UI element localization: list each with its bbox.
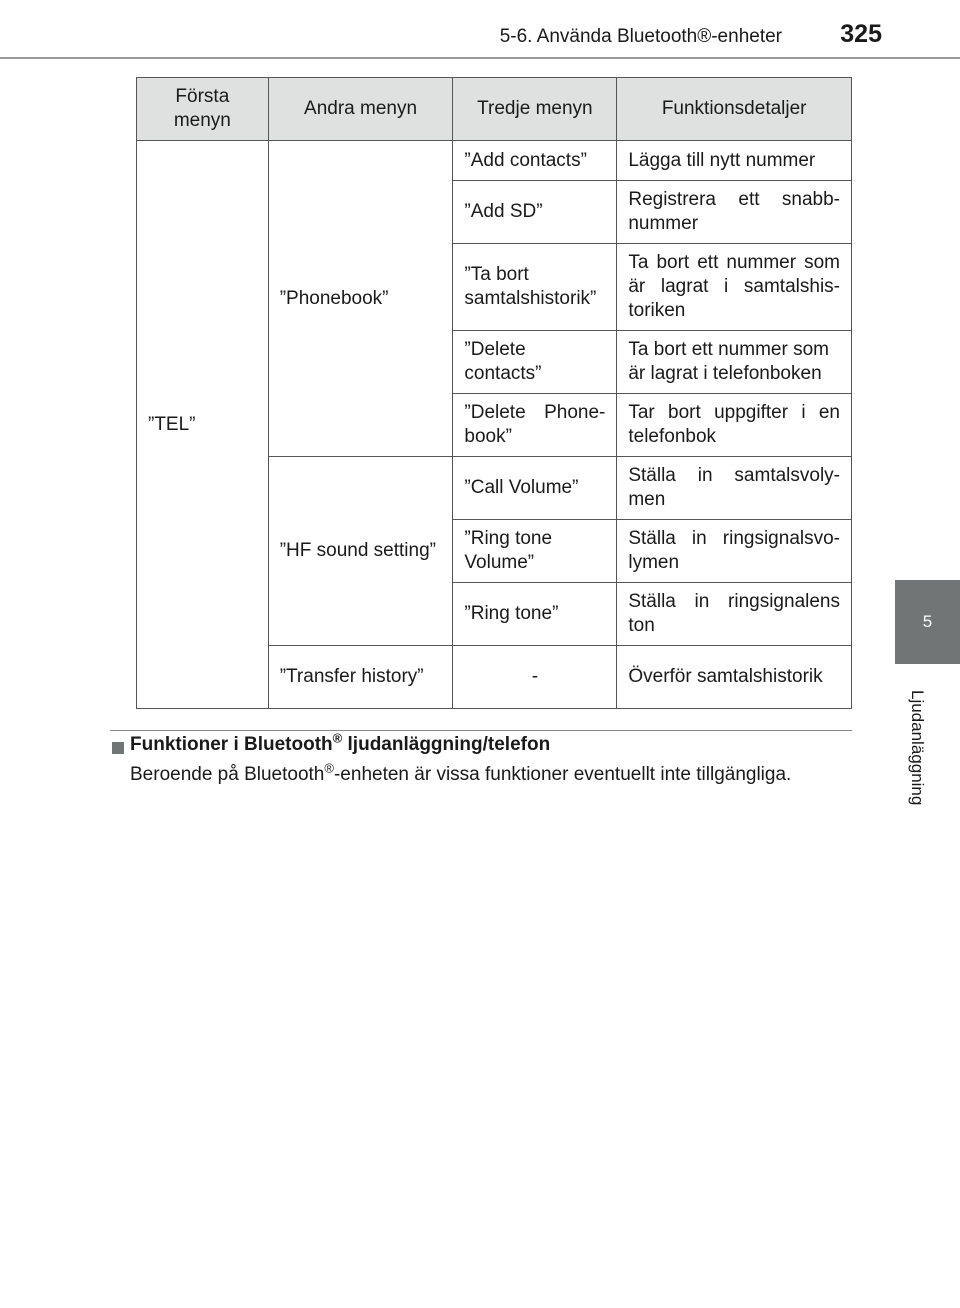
heading-text: Funktioner i Bluetooth: [130, 734, 333, 755]
third-menu-cell: ”Delete Phone- book”: [453, 394, 617, 457]
header-first-menu: Första menyn: [137, 78, 269, 141]
second-menu-cell: ”Phonebook”: [268, 141, 453, 457]
chapter-tab: [895, 580, 960, 664]
detail-cell: Ta bort ett nummer som är lagrat i telefonboken: [617, 331, 852, 394]
header-rule: [0, 57, 960, 59]
body-text-end: -enheten är vissa funktioner eventuellt inte tillgängliga.: [333, 764, 792, 785]
first-menu-cell: ”TEL”: [137, 141, 269, 709]
table-header-row: [137, 78, 852, 141]
heading-text-end: ljudanläggning/telefon: [342, 734, 551, 755]
section-divider: [110, 730, 852, 731]
chapter-label-text: Ljudanläggning: [907, 690, 927, 806]
section-heading: [130, 730, 551, 756]
chapter-label: [889, 690, 944, 890]
third-menu-cell: ”Add contacts”: [453, 141, 617, 181]
detail-cell: Tar bort uppgifter i en telefonbok: [617, 394, 852, 457]
third-menu-cell: ”Ring tone”: [453, 583, 617, 646]
registered-mark: ®: [324, 760, 334, 776]
detail-cell: Överför samtalshistorik: [617, 646, 852, 709]
page-number: 325: [840, 20, 882, 48]
third-menu-cell: ”Delete contacts”: [453, 331, 617, 394]
header-third-menu: Tredje menyn: [453, 78, 617, 141]
section-title: 5-6. Använda Bluetooth®-enheter: [499, 26, 782, 47]
menu-table: [136, 77, 852, 709]
body-text: Beroende på Bluetooth: [130, 764, 325, 785]
third-menu-cell: -: [453, 646, 617, 709]
section-body: [130, 760, 792, 786]
third-menu-cell: ”Add SD”: [453, 181, 617, 244]
second-menu-cell: ”Transfer history”: [268, 646, 453, 709]
detail-cell: Registrera ett snabb- nummer: [617, 181, 852, 244]
square-bullet-icon: [112, 742, 124, 754]
header-second-menu: Andra menyn: [268, 78, 453, 141]
registered-mark: ®: [332, 730, 343, 746]
chapter-number: 5: [922, 612, 933, 631]
header-function-details: Funktionsdetaljer: [617, 78, 852, 141]
detail-cell: Lägga till nytt nummer: [617, 141, 852, 181]
detail-cell: Ställa in samtalsvoly- men: [617, 457, 852, 520]
third-menu-cell: ”Call Volume”: [453, 457, 617, 520]
third-menu-cell: ”Ta bort samtalshistorik”: [453, 244, 617, 331]
second-menu-cell: ”HF sound setting”: [268, 457, 453, 646]
table-row: [137, 141, 852, 181]
detail-cell: Ställa in ringsignalens ton: [617, 583, 852, 646]
third-menu-cell: ”Ring tone Volume”: [453, 520, 617, 583]
detail-cell: Ställa in ringsignalsvo- lymen: [617, 520, 852, 583]
detail-cell: Ta bort ett nummer som är lagrat i samtalshis- toriken: [617, 244, 852, 331]
